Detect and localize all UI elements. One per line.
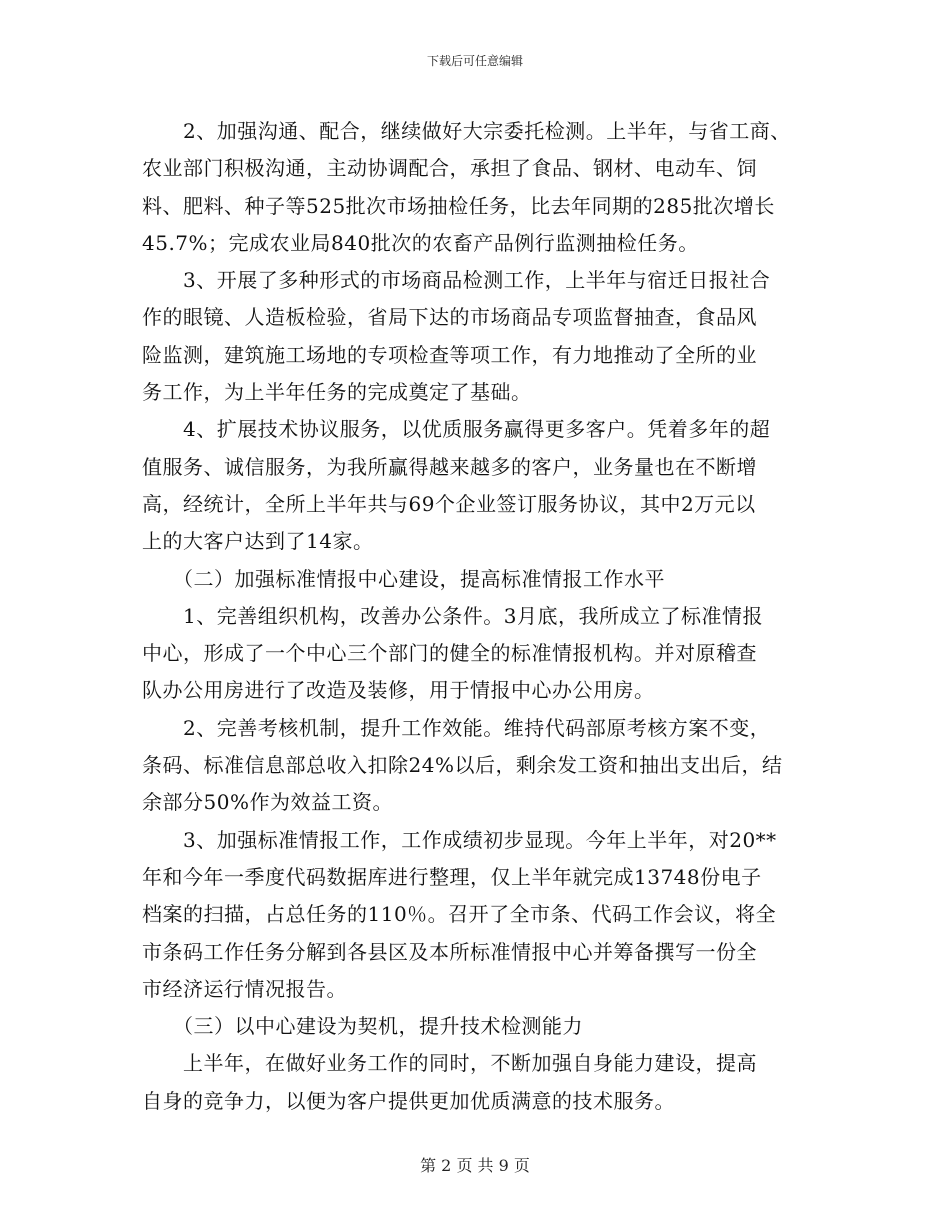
text-line: 险监测，建筑施工场地的专项检查等项工作，有力地推动了全所的业 [142,342,757,367]
text-line: 农业部门积极沟通，主动协调配合，承担了食品、钢材、电动车、饲 [142,156,757,181]
text-line: 务工作，为上半年任务的完成奠定了基础。 [142,380,532,405]
text-line: 条码、标准信息部总收入扣除24%以后，剩余发工资和抽出支出后，结 [142,753,783,778]
text-line: 4、扩展技术协议服务，以优质服务赢得更多客户。凭着多年的超 [142,417,771,442]
text-line: 年和今年一季度代码数据库进行整理，仅上半年就完成13748份电子 [142,864,762,889]
text-line: 作的眼镜、人造板检验，省局下达的市场商品专项监督抽查，食品风 [142,305,757,330]
text-line: 值服务、诚信服务，为我所赢得越来越多的客户，业务量也在不断增 [142,454,757,479]
text-line: 1、完善组织机构，改善办公条件。3月底，我所成立了标准情报 [142,603,763,628]
text-line: 45.7%；完成农业局840批次的农畜产品例行监测抽检任务。 [142,230,699,255]
text-line: 3、开展了多种形式的市场商品检测工作，上半年与宿迁日报社合 [142,268,771,293]
text-line: 中心，形成了一个中心三个部门的健全的标准情报机构。并对原稽查 [142,641,757,666]
page-number: 第 2 页 共 9 页 [420,1156,530,1175]
text-line: 2、加强沟通、配合，继续做好大宗委托检测。上半年，与省工商、 [142,119,791,143]
text-line: 队办公用房进行了改造及装修，用于情报中心办公用房。 [142,678,655,703]
text-line: 市经济运行情况报告。 [142,976,347,1001]
section-heading: （二）加强标准情报中心建设，提高标准情报工作水平 [142,566,665,591]
text-line: 市条码工作任务分解到各县区及本所标准情报中心并筹备撰写一份全 [142,939,757,964]
document-body [142,113,822,1120]
text-line: 自身的竞争力，以便为客户提供更加优质满意的技术服务。 [142,1088,675,1113]
text-line: 2、完善考核机制，提升工作效能。维持代码部原考核方案不变， [142,715,771,740]
section-heading: （三）以中心建设为契机，提升技术检测能力 [142,1014,583,1039]
text-line: 高，经统计，全所上半年共与69个企业签订服务协议，其中2万元以 [142,491,756,516]
text-line: 档案的扫描，占总任务的110％。召开了全市条、代码工作会议，将全 [142,902,777,927]
text-line: 上半年，在做好业务工作的同时，不断加强自身能力建设，提高 [142,1051,757,1076]
text-line: 3、加强标准情报工作，工作成绩初步显现。今年上半年，对20** [142,827,777,852]
page-header: 下载后可任意编辑 [426,54,523,68]
text-line: 上的大客户达到了14家。 [142,529,374,554]
text-line: 余部分50%作为效益工资。 [142,790,393,815]
text-line: 料、肥料、种子等525批次市场抽检任务，比去年同期的285批次增长 [142,193,775,218]
